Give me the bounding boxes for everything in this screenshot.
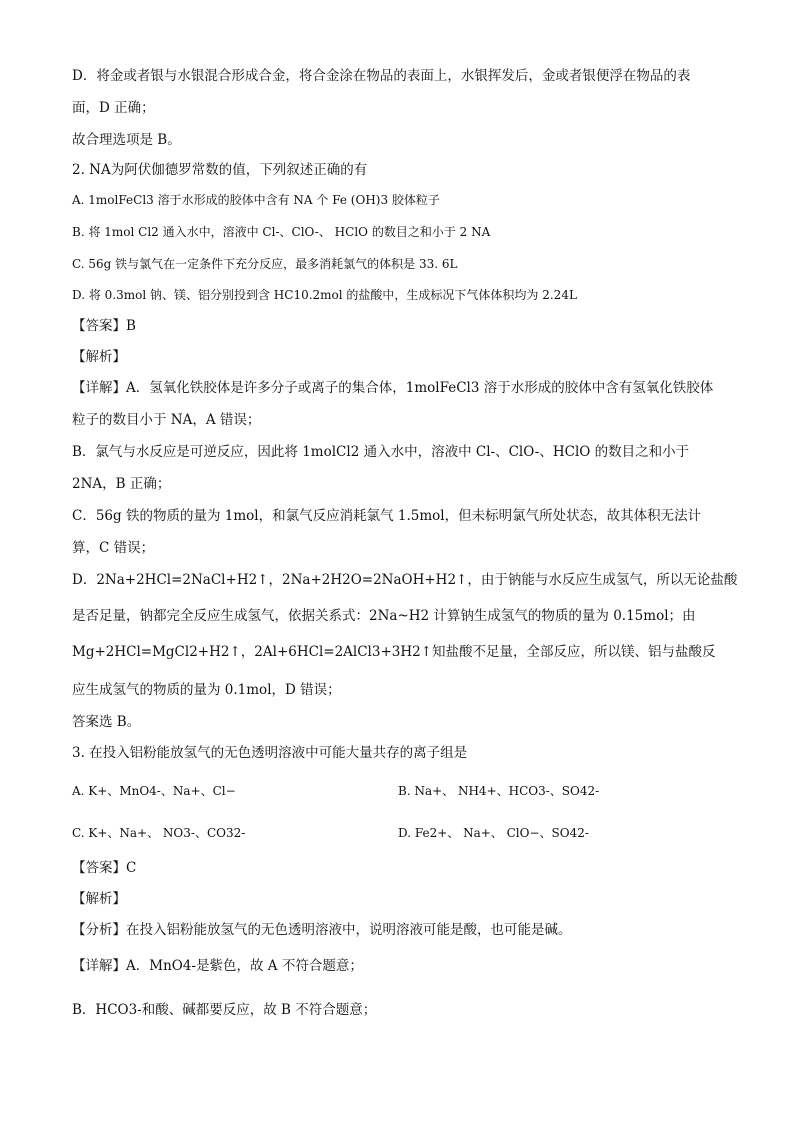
text-line: B．HCO3-和酸、碱都要反应，故 B 不符合题意； <box>72 1002 377 1018</box>
option-c: C. K+、Na+、 NO3-、CO32- <box>72 826 246 840</box>
text-line: 是否足量，钠都完全反应生成氢气，依据关系式：2Na~H2 计算钠生成氢气的物质的量为 0.15mol；由 <box>72 608 696 624</box>
option-c: C. 56g 铁与氯气在一定条件下充分反应，最多消耗氯气的体积是 33. 6L <box>72 257 458 271</box>
text-line: 【详解】A．MnO4-是紫色，故 A 不符合题意； <box>72 958 363 974</box>
text-line: Mg+2HCl=MgCl2+H2↑，2Al+6HCl=2AlCl3+3H2↑知盐酸不足量，全部反应，所以镁、铝与盐酸反 <box>72 644 716 660</box>
text-line: 故合理选项是 B。 <box>72 132 181 148</box>
option-a: A. K+、MnO4-、Na+、Cl− <box>72 784 236 798</box>
option-b: B. Na+、 NH4+、HCO3-、SO42- <box>398 784 600 798</box>
option-a: A. 1molFeCl3 溶于水形成的胶体中含有 NA 个 Fe (OH)3 胶体粒子 <box>72 193 440 207</box>
text-line: 粒子的数目小于 NA，A 错误； <box>72 412 261 428</box>
text-line: 2NA，B 正确； <box>72 476 171 492</box>
text-line: 面，D 正确； <box>72 100 155 116</box>
option-b: B. 将 1mol Cl2 通入水中，溶液中 Cl-、ClO-、 HClO 的数目之和小于 2 NA <box>72 225 491 239</box>
text-line: 答案选 B。 <box>72 714 141 730</box>
text-line: C．56g 铁的物质的量为 1mol，和氯气反应消耗氯气 1.5mol，但未标明氯气所处状态，故其体积无法计 <box>72 508 702 524</box>
answer-label: 【答案】B <box>72 318 136 334</box>
text-line: D．2Na+2HCl=2NaCl+H2↑，2Na+2H2O=2NaOH+H2↑，由于钠能与水反应生成氢气，所以无论盐酸 <box>72 572 738 588</box>
text-line: 应生成氢气的物质的量为 0.1mol，D 错误； <box>72 682 341 698</box>
text-line: B．氯气与水反应是可逆反应，因此将 1molCl2 通入水中，溶液中 Cl-、ClO-、HClO 的数目之和小于 <box>72 444 690 460</box>
option-d: D. Fe2+、 Na+、 ClO−、SO42- <box>398 826 589 840</box>
option-d: D. 将 0.3mol 钠、镁、铝分别投到含 HC10.2mol 的盐酸中，生成标况下气体体积均为 2.24L <box>72 288 577 302</box>
answer-label: 【答案】C <box>72 860 137 876</box>
text-line: D．将金或者银与水银混合形成合金，将合金涂在物品的表面上，水银挥发后，金或者银便浮在物品的表 <box>72 68 691 84</box>
text-line: 【详解】A．氢氧化铁胶体是许多分子或离子的集合体，1molFeCl3 溶于水形成的胶体中含有氢氧化铁胶体 <box>72 380 714 396</box>
question-title: 3. 在投入铝粉能放氢气的无色透明溶液中可能大量共存的离子组是 <box>72 745 468 761</box>
question-title: 2. NA为阿伏伽德罗常数的值，下列叙述正确的有 <box>72 162 368 178</box>
analysis-label: 【解析】 <box>72 349 126 365</box>
analysis-label: 【解析】 <box>72 891 126 907</box>
text-line: 算，C 错误； <box>72 540 155 556</box>
text-line: 【分析】在投入铝粉能放氢气的无色透明溶液中，说明溶液可能是酸，也可能是碱。 <box>72 922 572 938</box>
